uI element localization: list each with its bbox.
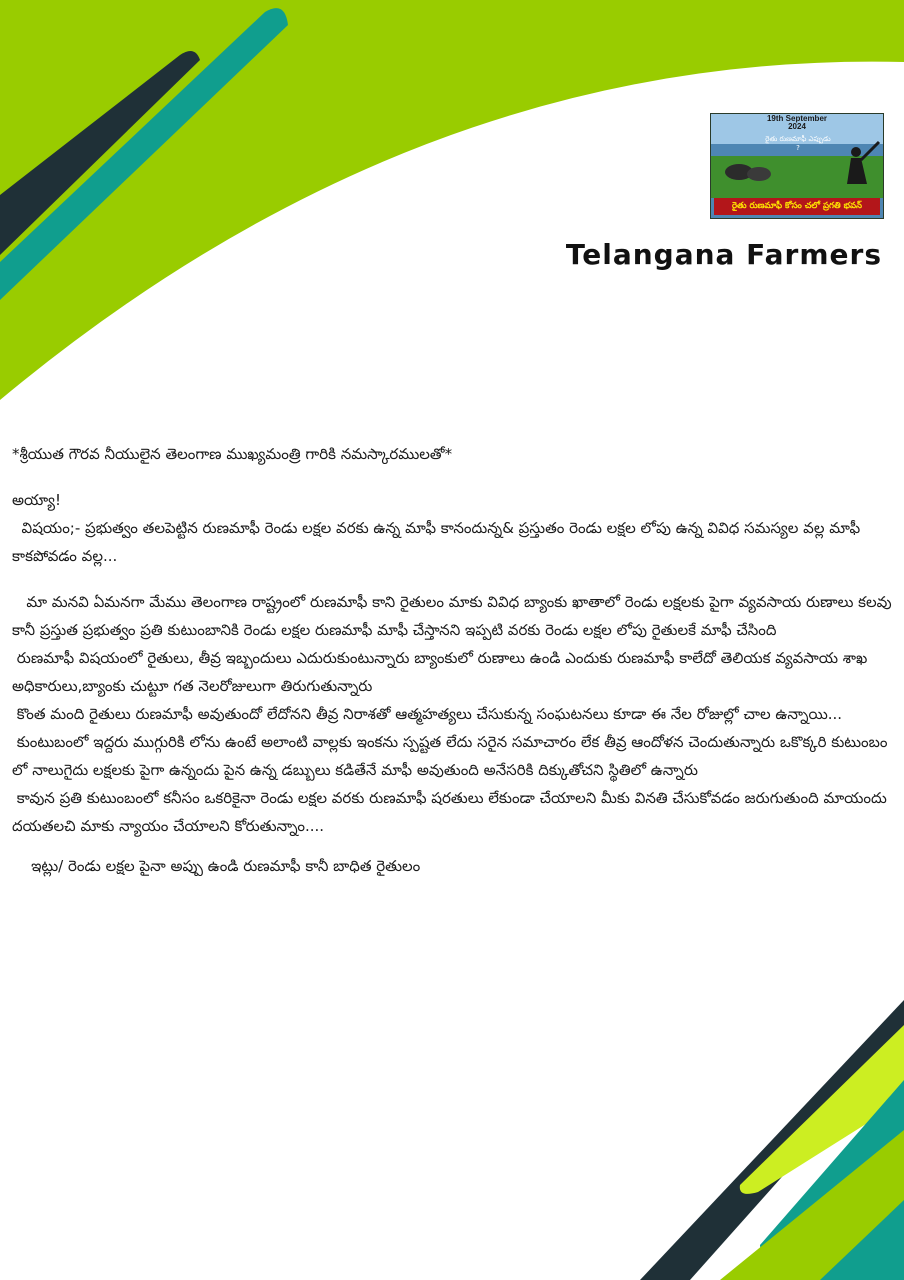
letter-paragraph: కావున ప్రతి కుటుంబంలో కనీసం ఒకరికైనా రెండు లక్షల వరకు రుణమాఫీ షరతులు లేకుండా చేయాలని మీకు వినతి చేసుకోవడం జరుగుతుంది మాయందు దయతలచి మాకు న్యాయం చేయాలని కోరుతున్నాం.... <box>12 789 892 835</box>
poster-date: 19th September 2024 <box>766 114 828 131</box>
letter-signature: ఇట్లు/ రెండు లక్షల పైనా అప్పు ఉండి రుణమాఫీ కానీ బాధిత రైతులం <box>12 857 421 875</box>
brand-title: Telangana Farmers <box>565 238 882 271</box>
letter-paragraph: కొంత మంది రైతులు రుణమాఫీ అవుతుందో లేదోనని తీవ్ర నిరాశతో ఆత్మహత్యలు చేసుకున్న సంఘటనలు కూడా ఈ నేల రోజుల్లో చాల ఉన్నాయి... <box>12 705 843 723</box>
event-poster-image <box>710 113 884 219</box>
poster-banner: రైతు రుణమాఫీ కోసం చలో ప్రగతి భవన్ <box>714 198 880 215</box>
letter-paragraph: కుంటుబంలో ఇద్దరు ముగ్గురికి లోను ఉంటే అలాంటి వాల్లకు ఇంకను స్పష్టత లేదు సరైన సమాచారం లేక తీవ్ర ఆందోళన చెందుతున్నారు ఒకొక్కరి కుటుంబం లో నాలుగైదు లక్షలకు పైగా ఉన్నందు పైన ఉన్న డబ్బులు కడితేనే మాఫీ అవుతుంది అనేసరికి దిక్కుతోచని స్థితిలో ఉన్నారు <box>12 733 893 779</box>
letter-subject: విషయం;- ప్రభుత్వం తలపెట్టిన రుణమాఫీ రెండు లక్షల వరకు ఉన్న మాఫీ కానందున్న& ప్రస్తుతం రెండు లక్షల లోపు ఉన్న వివిధ సమస్యల వల్ల మాఫీ కాకపోవడం వల్ల... <box>12 519 865 565</box>
letter-salutation: *శ్రీయుత గౌరవ నీయులైన తెలంగాణ ముఖ్యమంత్రి గారికి నమస్కారములతో* <box>12 445 453 463</box>
letter-greeting: అయ్యా! <box>12 491 61 509</box>
letter-paragraph: మా మనవి ఏమనగా మేము తెలంగాణ రాష్ట్రంలో రుణమాఫీ కాని రైతులం మాకు వివిధ బ్యాంకు ఖాతాలో రెండు లక్షలకు పైగా వ్యవసాయ రుణాలు కలవు కానీ ప్రస్తుత ప్రభుత్వం ప్రతి కుటుంబానికి రెండు లక్షల రుణమాఫీ మాఫీ చేస్తానని ఇప్పటి వరకు రెండు లక్షల లోపు రైతులకే మాఫీ చేసింది <box>12 593 897 639</box>
letter-body <box>12 440 897 880</box>
letter-paragraph: రుణమాఫీ విషయంలో రైతులు, తీవ్ర ఇబ్బందులు ఎదురుకుంటున్నారు బ్యాంకులో రుణాలు ఉండి ఎందుకు రుణమాఫీ కాలేదో తెలియక వ్యవసాయ శాఖ అధికారులు,బ్యాంకు చుట్టూ గత నెలరోజులుగా తిరుగుతున్నారు <box>12 649 873 695</box>
poster-question: రైతు రుణమాఫీ ఎప్పుడు ? <box>765 135 831 152</box>
